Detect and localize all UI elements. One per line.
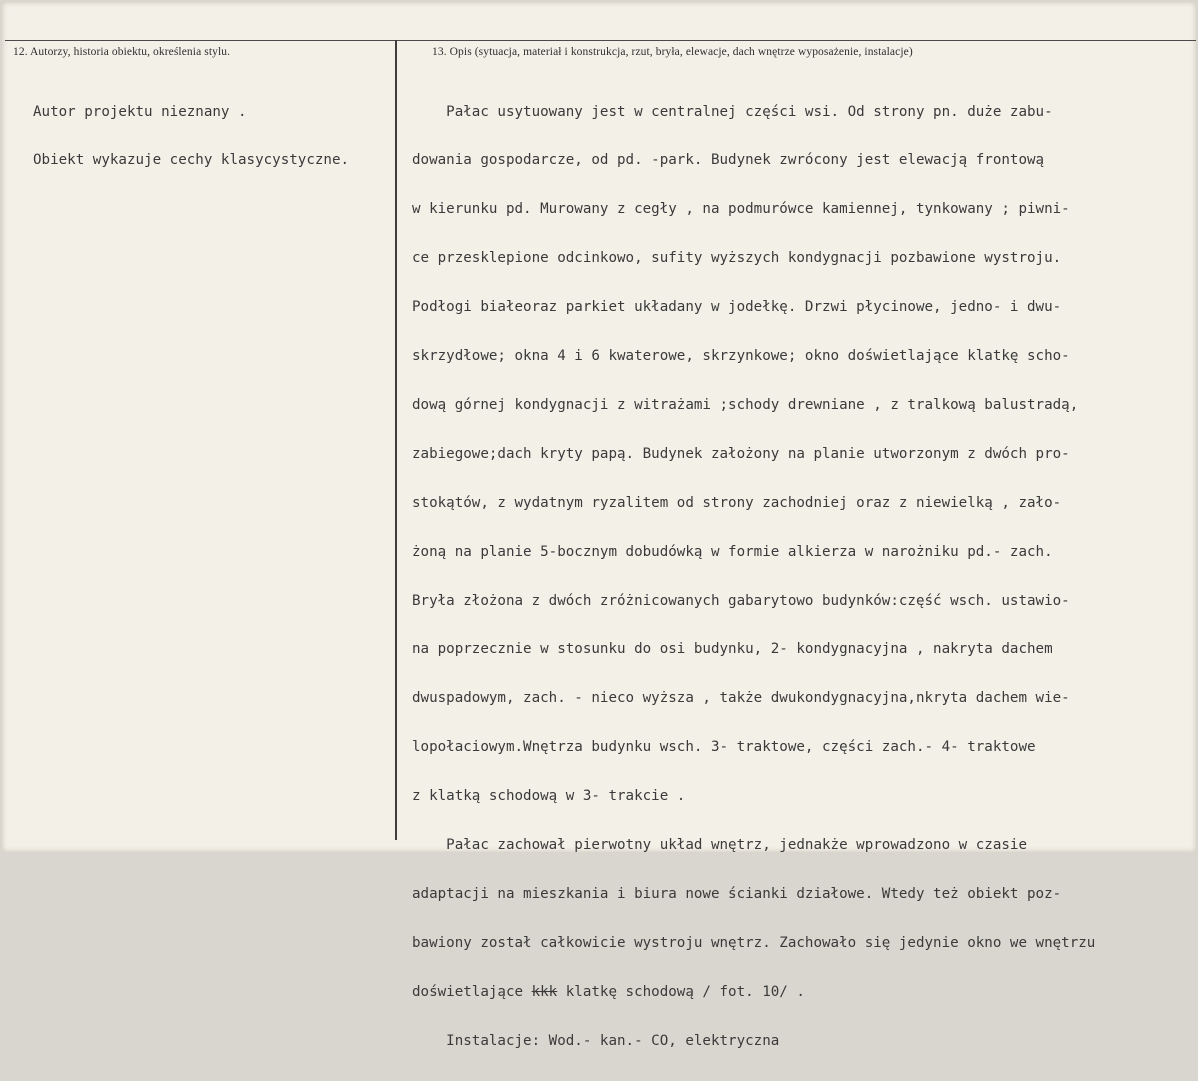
text-line: w kierunku pd. Murowany z cegły , na podmurówce kamiennej, tynkowany ; piwni- xyxy=(412,201,1070,218)
text-line: dwuspadowym, zach. - nieco wyższa , także dwukondygnacyjna,nkryta dachem wie- xyxy=(412,690,1070,707)
text-line xyxy=(412,984,1095,1000)
text-line: Autor projektu nieznany . xyxy=(33,103,247,120)
line-suffix: klatkę schodową / fot. 10/ . xyxy=(557,983,805,1000)
inventory-card xyxy=(2,2,1196,1049)
text-line: lopołaciowym.Wnętrza budynku wsch. 3- traktowe, części zach.- 4- traktowe xyxy=(412,739,1036,756)
text-line: z klatką schodową w 3- trakcie . xyxy=(412,788,686,805)
authors-style-text xyxy=(33,71,349,201)
header-divider xyxy=(5,40,1196,41)
text-line: Instalacje: Wod.- kan.- CO, elektryczna xyxy=(412,1032,780,1049)
text-line: żoną na planie 5-bocznym dobudówką w formie alkierza w narożniku pd.- zach. xyxy=(412,543,1053,560)
text-line: ce przesklepione odcinkowo, sufity wyższych kondygnacji pozbawione wystroju. xyxy=(412,250,1062,267)
text-line: bawiony został całkowicie wystroju wnętrz. Zachowało się jedynie okno we wnętrzu xyxy=(412,934,1096,951)
text-line: Pałac zachował pierwotny układ wnętrz, jednakże wprowadzono w czasie xyxy=(412,836,1027,853)
text-line: zabiegowe;dach kryty papą. Budynek założony na planie utworzonym z dwóch pro- xyxy=(412,445,1070,462)
text-line: adaptacji na mieszkania i biura nowe ścianki działowe. Wtedy też obiekt poz- xyxy=(412,885,1062,902)
text-line: dowania gospodarcze, od pd. -park. Budynek zwrócony jest elewacją frontową xyxy=(412,152,1045,169)
struck-text: kkk xyxy=(531,983,558,1000)
section-13-header: 13. Opis (sytuacja, materiał i konstrukcja, rzut, bryła, elewacje, dach wnętrze wyposażenie, instalacje) xyxy=(432,46,913,58)
text-line: dową górnej kondygnacji z witrażami ;schody drewniane , z tralkową balustradą, xyxy=(412,396,1079,413)
line-prefix: doświetlające xyxy=(412,983,532,1000)
section-12-header: 12. Autorzy, historia obiektu, określenia stylu. xyxy=(13,46,231,58)
text-line: Podłogi białeoraz parkiet układany w jodełkę. Drzwi płycinowe, jedno- i dwu- xyxy=(412,299,1062,316)
text-line: skrzydłowe; okna 4 i 6 kwaterowe, skrzynkowe; okno doświetlające klatkę scho- xyxy=(412,348,1070,365)
text-line: Obiekt wykazuje cechy klasycystyczne. xyxy=(33,152,350,169)
column-divider xyxy=(395,40,397,840)
text-line: Pałac usytuowany jest w centralnej części wsi. Od strony pn. duże zabu- xyxy=(412,103,1053,120)
text-line: stokątów, z wydatnym ryzalitem od strony zachodniej oraz z niewielką , zało- xyxy=(412,494,1062,511)
description-text xyxy=(412,71,1095,1081)
text-line: na poprzecznie w stosunku do osi budynku, 2- kondygnacyjna , nakryta dachem xyxy=(412,641,1053,658)
text-line: Bryła złożona z dwóch zróżnicowanych gabarytowo budynków:część wsch. ustawio- xyxy=(412,592,1070,609)
